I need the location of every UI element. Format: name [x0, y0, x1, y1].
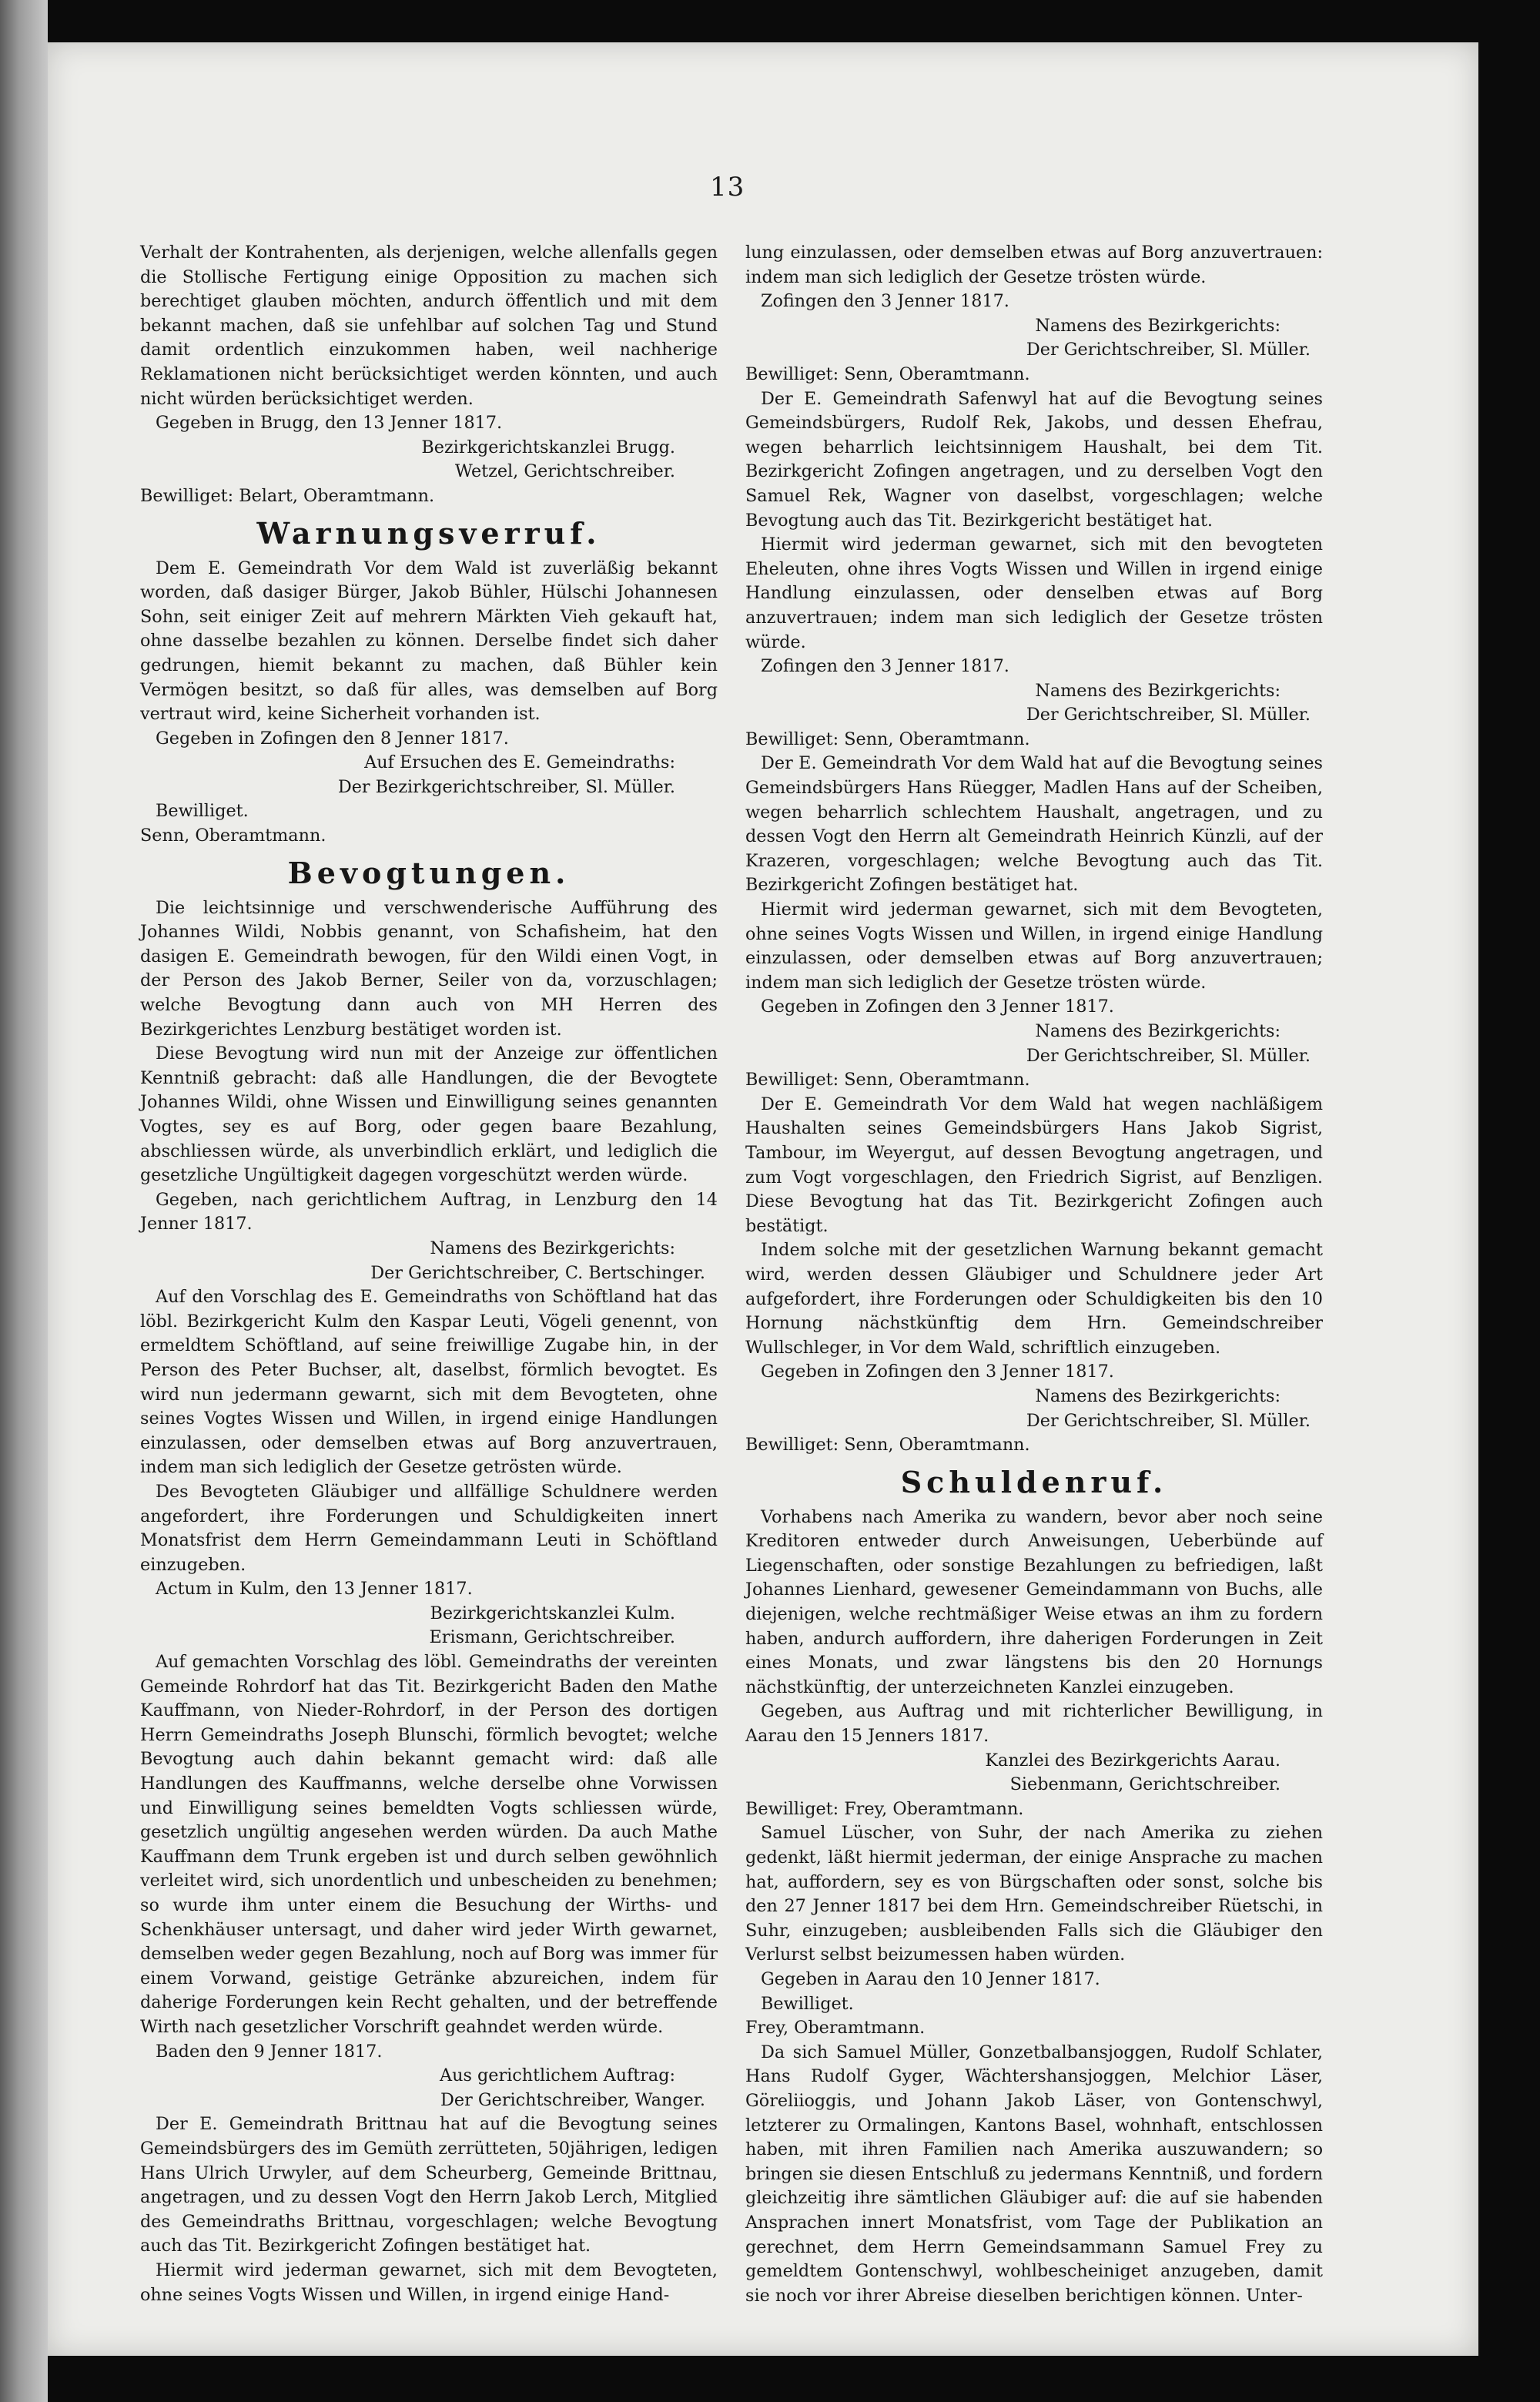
- approval-line: Bewilliget: Senn, Oberamtmann.: [745, 363, 1030, 384]
- signature-line: Wetzel, Gerichtschreiber.: [454, 461, 675, 482]
- kanzlei-line: Bezirkgerichtskanzlei Brugg.: [421, 437, 675, 457]
- page-left-edge: [0, 0, 48, 2402]
- section-heading-bevogtungen: Bevogtungen.: [287, 855, 571, 890]
- paragraph: Der E. Gemeindrath Brittnau hat auf die Bevogtung seines Gemeindsbürgers des im Gemüth zerrütteten, 50jährigen, ledigen Hans Ulrich Urwyler, auf dem Scheurberg, Gemeinde Brittnau, angetragen, und zu dessen Vogt den Herrn Jakob Lerch, Mitglied des Gemeindraths Brittnau, vorgeschlagen; welche Bevogtung auch das Tit. Bezirkgericht Zofingen bestätiget hat.: [140, 2114, 718, 2256]
- paragraph: Vorhabens nach Amerika zu wandern, bevor aber noch seine Kreditoren entweder durch Anweisungen, Ueberbünde auf Liegenschaften, oder sonstige Bezahlungen zu befriedigen, laßt Johannes Lienhard, gewesener Gemeindammann von Buchs, alle diejenigen, welche rechtmäßiger Weise etwas an ihm zu fordern haben, andurch auffordern, ihre daherigen Forderungen in Zeit eines Monats, und zwar längstens bis den 20 Hornungs nächstkünftig, der unterzeichneten Kanzlei einzugeben.: [745, 1506, 1323, 1697]
- signature-line: Der Gerichtschreiber, Wanger.: [440, 2089, 705, 2110]
- date-line: Gegeben in Zofingen den 8 Jenner 1817.: [156, 728, 509, 749]
- date-line: Zofingen den 3 Jenner 1817.: [761, 291, 1009, 312]
- on-behalf-line: Namens des Bezirkgerichts:: [1035, 1021, 1281, 1041]
- paragraph: Dem E. Gemeindrath Vor dem Wald ist zuverläßig bekannt worden, daß dasiger Bürger, Jakob Bühler, Hülschi Johannesen Sohn, seit einiger Zeit auf mehrern Märkten Vieh gekauft hat, ohne dasselbe bezahlen zu können. Derselbe findet sich daher gedrungen, hiemit bekannt zu machen, daß Bühler kein Vermögen besitzt, so daß für alles, was demselben auf Borg vertraut wird, keine Sicherheit vorhanden ist.: [140, 558, 718, 725]
- date-line: Actum in Kulm, den 13 Jenner 1817.: [156, 1579, 473, 1600]
- paragraph: Auf den Vorschlag des E. Gemeindraths von Schöftland hat das löbl. Bezirkgericht Kulm den Kaspar Leuti, Vögeli genennt, von ermeldtem Schöftland, auf seine freiwillige Zugabe hin, in der Person des Peter Buchser, alt, daselbst, förmlich bevogtet. Es wird nun jedermann gewarnt, sich mit dem Bevogteten, ohne seines Vogtes Wissen und Willen, in irgend einige Handlungen einzulassen, oder demselben etwas auf Borg anzuvertrauen, indem man sich lediglich der Gesetze getrösten würde.: [140, 1287, 718, 1478]
- paragraph: lung einzulassen, oder demselben etwas auf Borg anzuvertrauen: indem man sich lediglich der Gesetze trösten würde.: [745, 243, 1323, 287]
- on-behalf-line: Namens des Bezirkgerichts:: [1035, 1385, 1281, 1406]
- approval-line: Bewilliget: Senn, Oberamtmann.: [745, 1435, 1030, 1456]
- paragraph: Auf gemachten Vorschlag des löbl. Gemeindraths der vereinten Gemeinde Rohrdorf hat das Tit. Bezirkgericht Baden den Mathe Kauffmann, von Nieder-Rohrdorf, in der Person des dortigen Herrn Gemeindraths Joseph Blunschi, förmlich bevogtet; welche Bevogtung auch dahin bekannt gemacht wird: daß alle Handlungen des Kauffmanns, welche derselbe ohne Vorwissen und Einwilligung seines bemeldten Vogts schliessen würde, gesetzlich ungültig angesehen werden würden. Da auch Mathe Kauffmann dem Trunk ergeben ist und durch selben gewöhnlich verleitet wird, sich unordentlich und unbescheiden zu benehmen; so wurde ihm unter einem die Besuchung der Wirths- und Schenkhäuser untersagt, und daher wird jeder Wirth gewarnet, demselben weder gegen Bezahlung, noch auf Borg was immer für einem Vorwand, geistige Getränke abzureichen, indem für daherige Forderungen kein Recht gehalten, und der betreffende Wirth nach gesetzlicher Vorschrift geahndet werden würde.: [140, 1652, 718, 2037]
- signature-line: Siebenmann, Gerichtschreiber.: [1009, 1774, 1281, 1795]
- section-heading-warnungsverruf: Warnungsverruf.: [256, 515, 601, 551]
- date-line: Gegeben in Aarau den 10 Jenner 1817.: [761, 1968, 1100, 1989]
- paragraph: Indem solche mit der gesetzlichen Warnung bekannt gemacht wird, werden dessen Gläubiger und Schuldnere jeder Art aufgefordert, ihre Forderungen oder Schuldigkeiten bis den 10 Hornung nächstkünftig dem Hrn. Gemeindschreiber Wullschleger, in Vor dem Wald, schriftlich einzugeben.: [745, 1240, 1323, 1358]
- approval-line: Bewilliget: Senn, Oberamtmann.: [745, 1070, 1030, 1090]
- date-line: Gegeben in Brugg, den 13 Jenner 1817.: [156, 413, 503, 434]
- paragraph: Verhalt der Kontrahenten, als derjenigen, welche allenfalls gegen die Stollische Fertigung einige Opposition zu machen sich berechtiget glauben möchten, andurch öffentlich und mit dem bekannt machen, daß sie unfehlbar auf solchen Tag und Stund damit ordentlich einzukommen haben, weil nachherige Reklamationen nicht berücksichtiget werden könnten, und auch nicht würden berücksichtiget werden.: [140, 243, 718, 409]
- paragraph: Da sich Samuel Müller, Gonzetbalbansjoggen, Rudolf Schlater, Hans Rudolf Gyger, Wächtershansjoggen, Melchior Läser, Göreliioggis, und Johann Jakob Läser, von Gontenschwyl, letzterer zu Ormalingen, Kantons Basel, wohnhaft, entschlossen haben, mit ihren Familien nach Amerika auszuwandern; so bringen sie diesen Entschluß zu jedermans Kenntniß, und fordern gleichzeitig ihre sämtlichen Gläubiger auf: die auf sie habenden Ansprachen innert Monatsfrist, vom Tage der Publikation an gerechnet, dem Herrn Gemeindsammann Samuel Frey zu gemeldtem Gontenschwyl, wohlbescheiniget anzugeben, damit sie noch vor ihrer Abreise dieselben berichtigen können. Unter-: [745, 2042, 1323, 2306]
- approval-line: Bewilliget.: [761, 1993, 854, 2014]
- paragraph: Hiermit wird jederman gewarnet, sich mit den bevogteten Eheleuten, ohne ihres Vogts Wissen und Willen in irgend einige Handlung einzulassen, oder denselben etwas auf Borg anzuvertrauen; indem man sich lediglich der Gesetze trösten würde.: [745, 534, 1323, 652]
- date-line: Gegeben in Zofingen den 3 Jenner 1817.: [761, 997, 1114, 1017]
- paragraph: Der E. Gemeindrath Safenwyl hat auf die Bevogtung seines Gemeindsbürgers, Rudolf Rek, Jakobs, und dessen Ehefrau, wegen beharrlich leichtsinnigem Haushalt, bei dem Tit. Bezirkgericht Zofingen angetragen, und zu derselben Vogt den Samuel Rek, Wagner von daselbst, vorgeschlagen; welche Bevogtung auch das Tit. Bezirkgericht bestätiget hat.: [745, 388, 1323, 531]
- signature-line: Erismann, Gerichtschreiber.: [429, 1627, 675, 1648]
- kanzlei-line: Bezirkgerichtskanzlei Kulm.: [430, 1603, 675, 1623]
- paragraph: Des Bevogteten Gläubiger und allfällige Schuldnere werden angefordert, ihre Forderungen und Schuldigkeiten innert Monatsfrist dem Herrn Gemeindammann Leuti in Schöftland einzugeben.: [140, 1481, 718, 1575]
- signature-line: Der Gerichtschreiber, Sl. Müller.: [1026, 705, 1311, 725]
- approval-line: Bewilliget: Frey, Oberamtmann.: [745, 1798, 1024, 1819]
- request-line: Auf Ersuchen des E. Gemeindraths:: [364, 752, 675, 773]
- signature-line: Der Gerichtschreiber, Sl. Müller.: [1026, 1410, 1311, 1431]
- on-behalf-line: Namens des Bezirkgerichts:: [430, 1238, 675, 1258]
- paragraph: Der E. Gemeindrath Vor dem Wald hat wegen nachläßigem Haushalten seines Gemeindsbürgers Hans Jakob Sigrist, Tambour, im Weyergut, auf dessen Bevogtung angetragen, und zum Vogt vorgeschlagen, den Friedrich Sigrist, auf Benzligen. Diese Bevogtung hat das Tit. Bezirkgericht Zofingen auch bestätigt.: [745, 1094, 1323, 1236]
- order-line: Aus gerichtlichem Auftrag:: [439, 2065, 675, 2086]
- date-line: Gegeben, nach gerichtlichem Auftrag, in Lenzburg den 14 Jenner 1817.: [140, 1189, 718, 1235]
- left-column: [140, 241, 718, 2307]
- official-line: Senn, Oberamtmann.: [140, 826, 326, 846]
- approval-line: Bewilliget: Belart, Oberamtmann.: [140, 485, 435, 506]
- signature-line: Der Bezirkgerichtschreiber, Sl. Müller.: [337, 776, 675, 797]
- official-line: Frey, Oberamtmann.: [745, 2018, 926, 2039]
- paragraph: Hiermit wird jederman gewarnet, sich mit dem Bevogteten, ohne seines Vogts Wissen und Willen, in irgend einige Hand-: [140, 2260, 718, 2305]
- paragraph: Die leichtsinnige und verschwenderische Aufführung des Johannes Wildi, Nobbis genannt, von Schafisheim, hat den dasigen E. Gemeindrath bewogen, für den Wildi einen Vogt, in der Person des Jakob Berner, Seiler von da, vorzuschlagen; welche Bevogtung dann auch von MH Herren des Bezirkgerichtes Lenzburg bestätiget worden ist.: [140, 897, 718, 1040]
- date-line: Gegeben in Zofingen den 3 Jenner 1817.: [761, 1362, 1114, 1382]
- page-number: 13: [710, 172, 745, 203]
- date-line: Gegeben, aus Auftrag und mit richterlicher Bewilligung, in Aarau den 15 Jenners 1817.: [745, 1701, 1323, 1747]
- approval-line: Bewilliget.: [156, 801, 249, 822]
- paragraph: Samuel Lüscher, von Suhr, der nach Amerika zu ziehen gedenkt, läßt hiermit jederman, der einige Ansprache zu machen hat, auffordern, sey es von Bürgschaften oder sonst, solche bis den 27 Jenner 1817 bei dem Hrn. Gemeindschreiber Rüetschi, in Suhr, einzugeben; ausbleibenden Falls sich die Gläubiger den Verlurst selbst beizumessen haben würden.: [745, 1823, 1323, 1965]
- signature-line: Der Gerichtschreiber, Sl. Müller.: [1026, 1045, 1311, 1066]
- newspaper-page: [48, 42, 1478, 2356]
- right-column: [745, 241, 1323, 2308]
- section-heading-schuldenruf: Schuldenruf.: [900, 1464, 1168, 1499]
- approval-line: Bewilliget: Senn, Oberamtmann.: [745, 729, 1030, 749]
- signature-line: Der Gerichtschreiber, C. Bertschinger.: [370, 1262, 705, 1283]
- on-behalf-line: Namens des Bezirkgerichts:: [1035, 315, 1281, 336]
- paragraph: Der E. Gemeindrath Vor dem Wald hat auf die Bevogtung seines Gemeindsbürgers Hans Rüegger, Madlen Hans auf der Scheiben, wegen beharrlich schlechtem Haushalt, angetragen, und zu dessen Vogt den Herrn alt Gemeindrath Heinrich Künzli, auf der Krazeren, vorgeschlagen; welche Bevogtung auch das Tit. Bezirkgericht Zofingen bestätiget hat.: [745, 753, 1323, 896]
- signature-line: Der Gerichtschreiber, Sl. Müller.: [1026, 340, 1311, 360]
- kanzlei-line: Kanzlei des Bezirkgerichts Aarau.: [985, 1750, 1281, 1771]
- date-line: Baden den 9 Jenner 1817.: [156, 2041, 383, 2062]
- paragraph: Diese Bevogtung wird nun mit der Anzeige zur öffentlichen Kenntniß gebracht: daß alle Handlungen, die der Bevogtete Johannes Wildi, ohne Wissen und Einwilligung seines genannten Vogtes, sey es auf Borg, oder gegen baare Bezahlung, abschliessen würde, als unverbindlich erklärt, und lediglich die gesetzliche Ungültigkeit dagegen vorgeschützt werden würde.: [140, 1044, 718, 1186]
- on-behalf-line: Namens des Bezirkgerichts:: [1035, 680, 1281, 701]
- date-line: Zofingen den 3 Jenner 1817.: [761, 656, 1009, 677]
- paragraph: Hiermit wird jederman gewarnet, sich mit dem Bevogteten, ohne seines Vogts Wissen und Willen, in irgend einige Handlung einzulassen, oder demselben etwas auf Borg anzuvertrauen; indem man sich lediglich der Gesetze trösten würde.: [745, 899, 1323, 993]
